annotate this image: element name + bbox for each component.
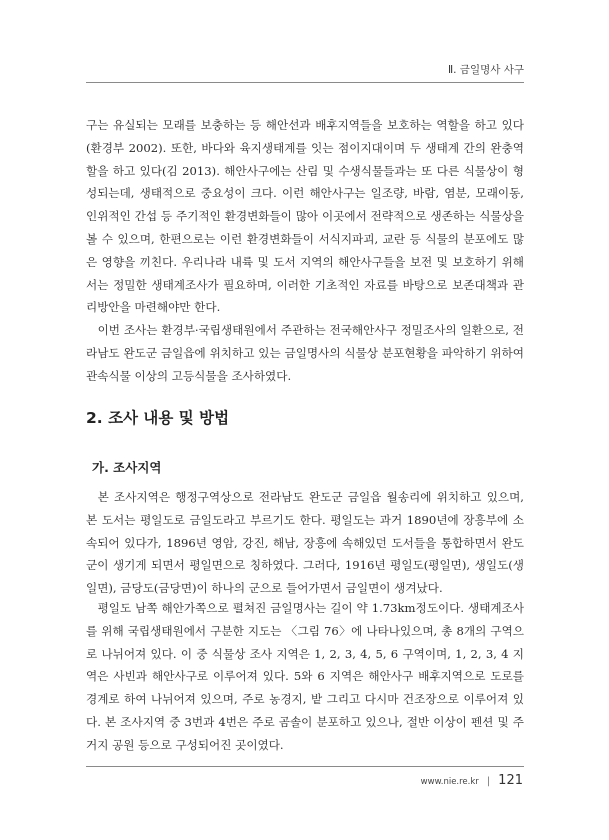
- page-number: 121: [498, 773, 523, 788]
- paragraph-survey-purpose: 이번 조사는 환경부·국립생태원에서 주관하는 전국해안사구 정밀조사의 일환으로, 전라남도 완도군 금일읍에 위치하고 있는 금일명사의 식물상 분포현황을 파악하기 위하여 관속식물 이상의 고등식물을 조사하였다.: [86, 323, 524, 383]
- paragraph-site-description: 평일도 남쪽 해안가쪽으로 펼쳐진 금일명사는 길이 약 1.73km정도이다. 생태계조사를 위해 국립생태원에서 구분한 지도는 〈그림 76〉에 나타나있으며, 총 8개의 구역으로 나뉘어져 있다. 이 중 식물상 조사 지역은 1, 2, 3, 4, 5, 6 구역이며, 1, 2, 3, 4 지역은 사빈과 해안사구로 이루어져 있다. 5와 6 지역은 해안사구 배후지역으로 도로를 경계로 하여 나뉘어져 있으며, 주로 농경지, 밭 그리고 다시마 건조장으로 이루어져 있다. 본 조사지역 중 3번과 4번은 주로 곰솔이 분포하고 있으나, 절반 이상이 펜션 및 주거지 공원 등으로 구성되어진 곳이였다.: [86, 601, 524, 752]
- running-header: Ⅱ. 금일명사 사구: [447, 64, 524, 76]
- footer-url: www.nie.re.kr: [420, 777, 479, 787]
- footer-rule: [86, 766, 524, 767]
- subsection-heading: 가. 조사지역: [92, 460, 162, 475]
- page-footer: [421, 773, 523, 788]
- paragraph-study-area: 본 조사지역은 행정구역상으로 전라남도 완도군 금일읍 월송리에 위치하고 있으며, 본 도서는 평일도로 금일도라고 부르기도 한다. 평일도는 과거 1890년에 장흥부에 소속되어 있다가, 1896년 영암, 강진, 해남, 장흥에 속해있던 도서들을 통합하면서 완도군이 생기게 되면서 평일면으로 칭하였다. 그러다, 1916년 평일도(평일면), 생일도(생일면), 금당도(금당면)이 하나의 군으로 들어가면서 금일면이 생겨났다.: [86, 490, 524, 596]
- paragraph-intro-continued: 구는 유실되는 모래를 보충하는 등 해안선과 배후지역들을 보호하는 역할을 하고 있다(환경부 2002). 또한, 바다와 육지생태계를 잇는 점이지대이며 두 생태계 간의 완충역할을 하고 있다(김 2013). 해안사구에는 산림 및 수생식물들과는 또 다른 식물상이 형성되는데, 생태적으로 중요성이 크다. 이런 해안사구는 일조량, 바람, 염분, 모래이동, 인위적인 간섭 등 주기적인 환경변화들이 많아 이곳에서 전략적으로 생존하는 식물상을 볼 수 있으며, 한편으로는 이런 환경변화들이 서식지파괴, 교란 등 식물의 분포에도 많은 영향을 끼친다. 우리나라 내륙 및 도서 지역의 해안사구들을 보전 및 보호하기 위해서는 정밀한 생태계조사가 필요하며, 이러한 기초적인 자료를 바탕으로 보존대책과 관리방안을 마련해야만 한다.: [86, 118, 524, 315]
- header-rule: [86, 82, 524, 83]
- footer-separator: |: [486, 776, 491, 787]
- section-heading: 2. 조사 내용 및 방법: [86, 409, 230, 427]
